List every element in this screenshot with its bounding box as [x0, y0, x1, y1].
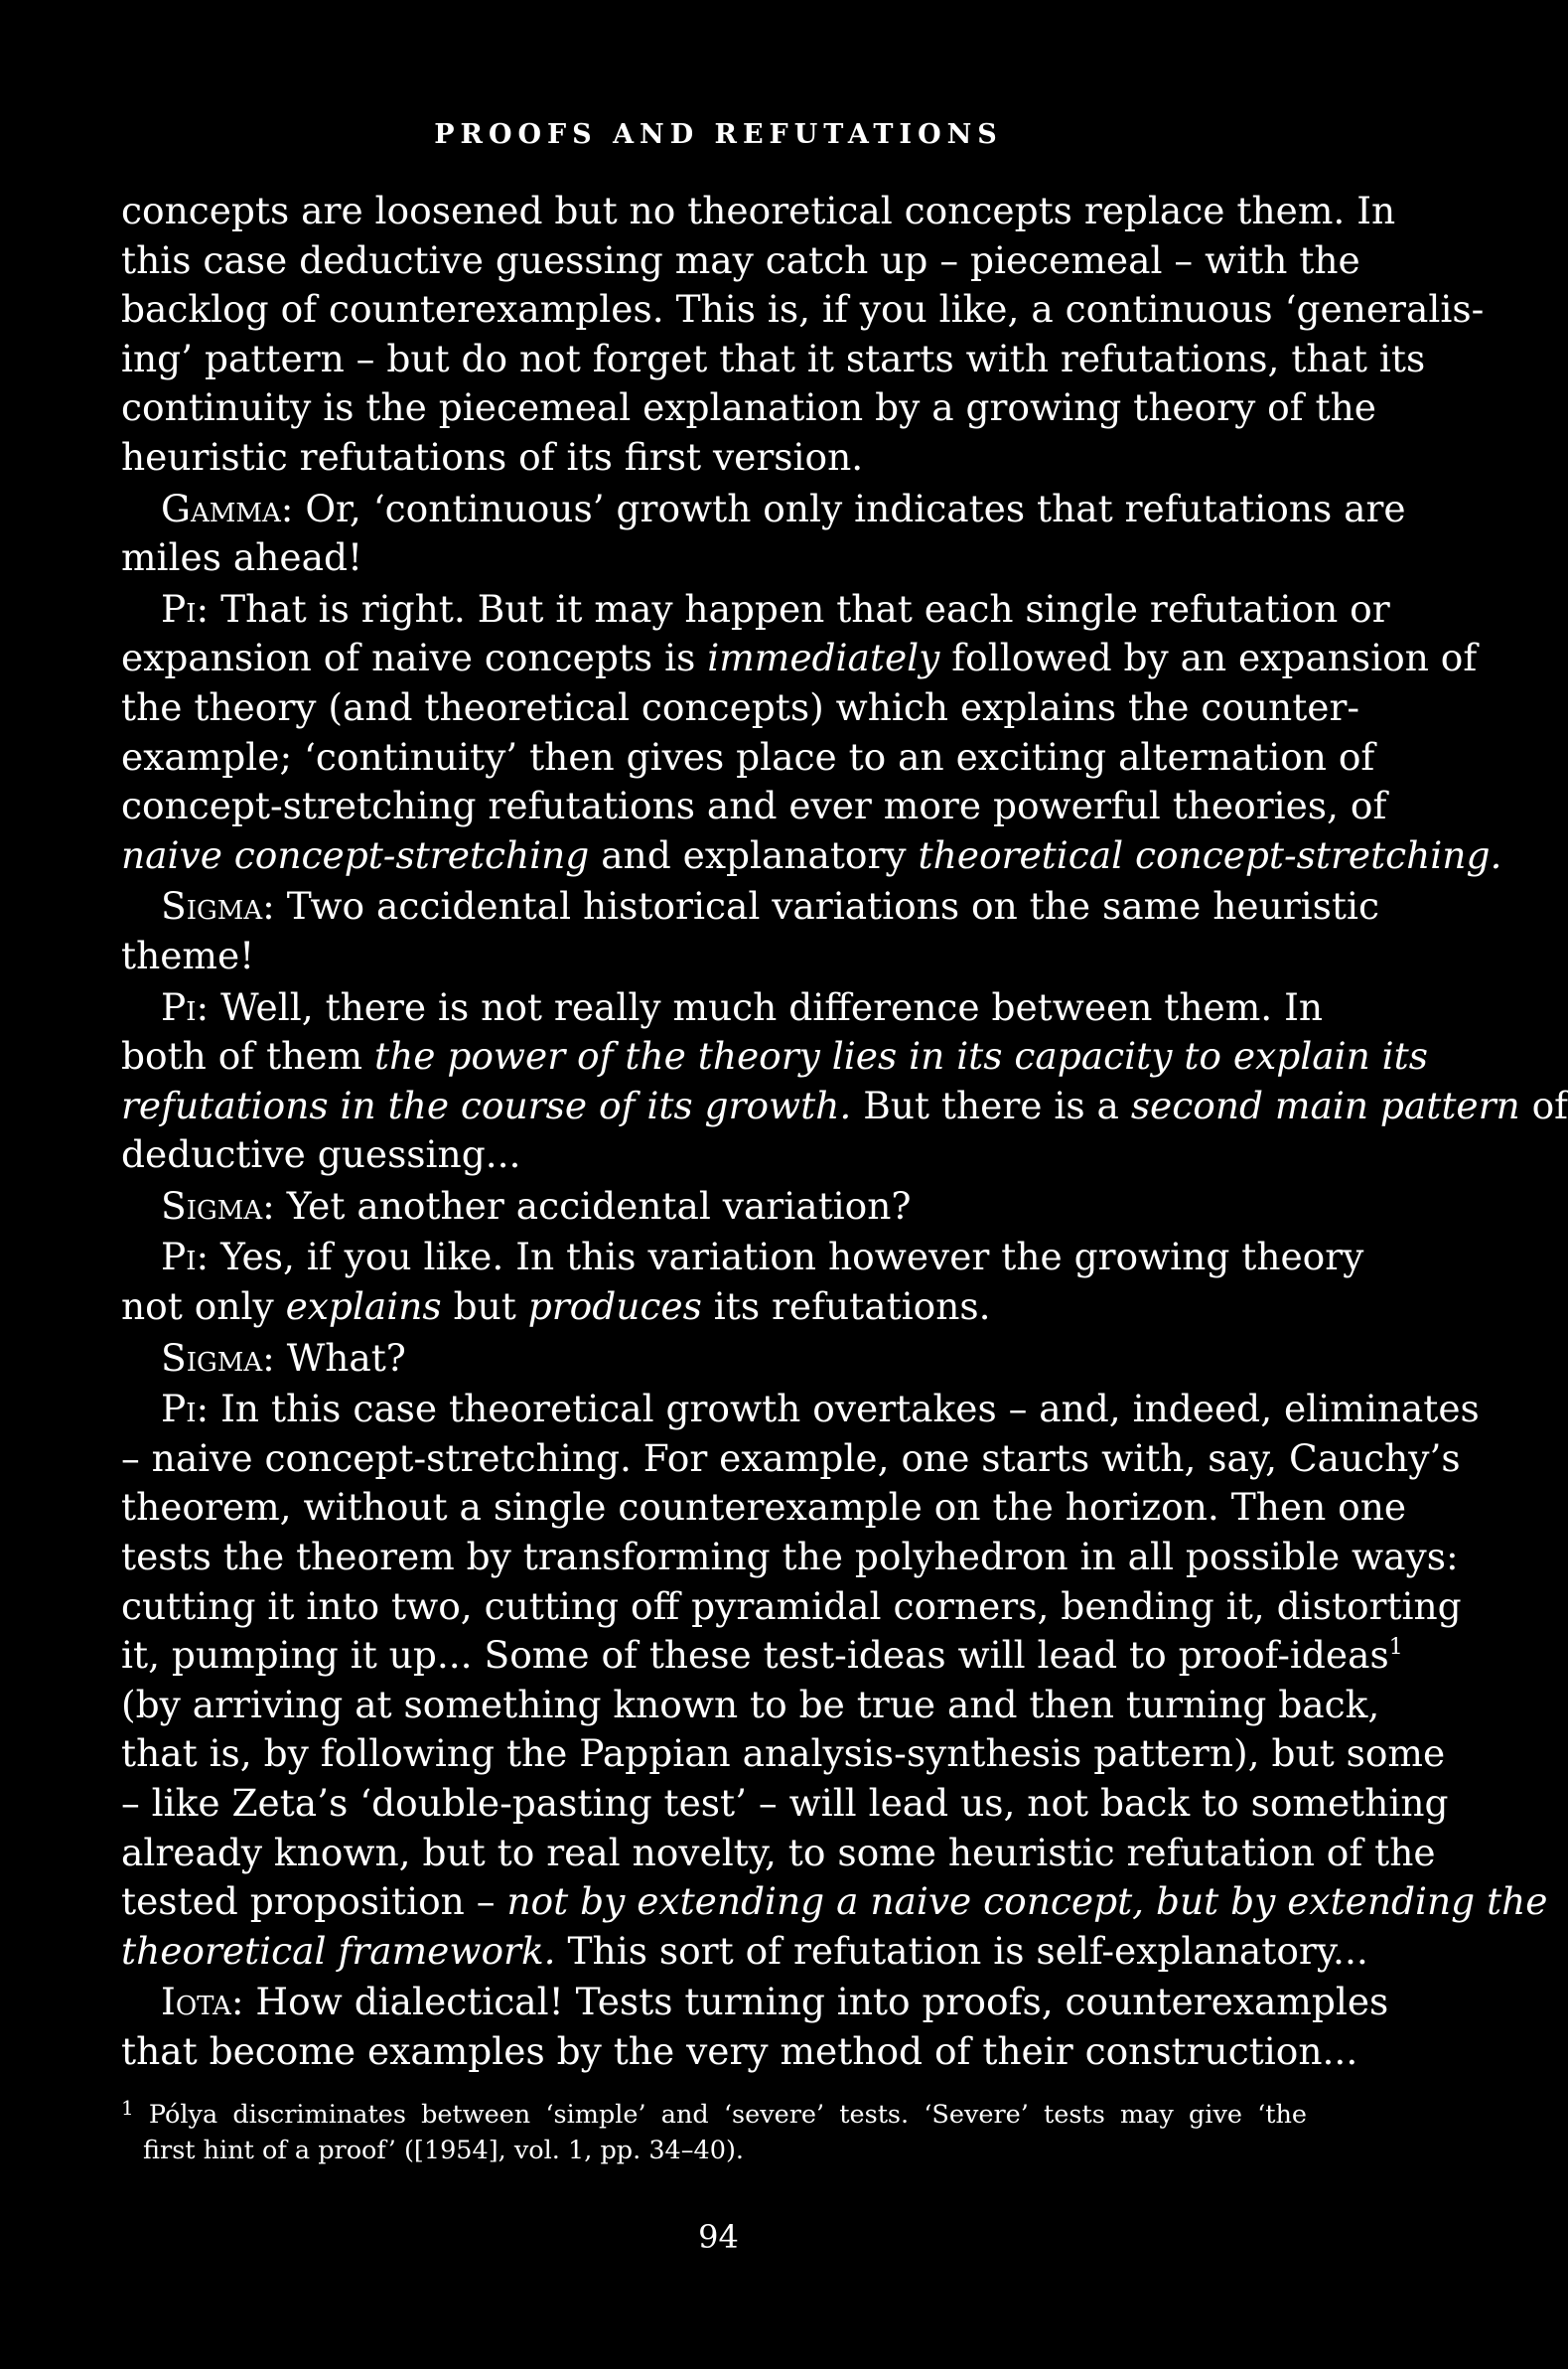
- text-line: already known, but to real novelty, to some heuristic refutation of the: [121, 1830, 1436, 1874]
- text-line: deductive guessing...: [121, 1132, 521, 1177]
- dialogue-line: [121, 882, 1379, 932]
- speaker-pi: Pi:: [161, 1387, 210, 1431]
- text-run: Yet another accidental variation?: [286, 1183, 912, 1228]
- text-run: but: [453, 1284, 516, 1329]
- text-line: [121, 831, 1502, 881]
- page-number: 94: [698, 2218, 739, 2256]
- dialogue-line: [121, 983, 1324, 1033]
- speaker-sigma: Sigma:: [161, 1183, 275, 1228]
- text-line: [121, 634, 1478, 683]
- italic-run: theoretical framework.: [121, 1928, 556, 1973]
- text-line: tests the theorem by transforming the polyhedron in all possible ways:: [121, 1535, 1459, 1579]
- text-run: and explanatory: [601, 832, 907, 877]
- text-line: [121, 1631, 1403, 1681]
- text-run: Two accidental historical variations on the same heuristic: [286, 884, 1379, 929]
- text-line: theorem, without a single counterexample on the horizon. Then one: [121, 1485, 1407, 1530]
- text-line: miles ahead!: [121, 535, 363, 580]
- text-run: of: [1531, 1083, 1568, 1127]
- text-run: What?: [286, 1335, 406, 1380]
- footnote-line: [121, 2097, 1307, 2133]
- text-line: this case deductive guessing may catch up – piecemeal – with the: [121, 237, 1360, 282]
- text-line: [121, 1032, 1428, 1082]
- text-run: not only: [121, 1284, 274, 1329]
- italic-run: not by extending a naive concept, but by extending the: [506, 1879, 1548, 1924]
- text-line: that become examples by the very method of their construction...: [121, 2028, 1358, 2073]
- italic-run: theoretical concept-stretching.: [918, 832, 1502, 877]
- footnotes: [121, 2097, 1307, 2168]
- text-run: its refutations.: [713, 1284, 991, 1329]
- text-line: [121, 1877, 1548, 1927]
- speaker-pi: Pi:: [161, 1235, 210, 1279]
- text-run: it, pumping it up... Some of these test-ideas will lead to proof-ideas: [121, 1633, 1389, 1678]
- text-line: concept-stretching refutations and ever more powerful theories, of: [121, 784, 1387, 828]
- text-run: That is right. But it may happen that each single refutation or: [220, 586, 1390, 631]
- dialogue-line: [121, 1182, 1307, 1232]
- italic-run: the power of the theory lies in its capacity to explain its: [374, 1034, 1428, 1079]
- text-line: – like Zeta’s ‘double-pasting test’ – will lead us, not back to something: [121, 1781, 1449, 1825]
- text-line: (by arriving at something known to be true and then turning back,: [121, 1682, 1380, 1726]
- speaker-gamma: Gamma:: [161, 486, 294, 530]
- text-line: that is, by following the Pappian analysis-synthesis pattern), but some: [121, 1731, 1446, 1776]
- dialogue-line: [121, 1334, 1307, 1384]
- text-run: This sort of refutation is self-explanatory...: [567, 1928, 1368, 1973]
- footnote-line: first hint of a proof’ ([1954], vol. 1, pp. 34–40).: [143, 2136, 745, 2165]
- speaker-iota: Iota:: [161, 1980, 244, 2024]
- dialogue-line: [121, 1233, 1364, 1282]
- text-line: [121, 1082, 1568, 1131]
- speaker-sigma: Sigma:: [161, 884, 275, 929]
- text-line: backlog of counterexamples. This is, if you like, a continuous ‘generalis-: [121, 287, 1485, 332]
- text-line: cutting it into two, cutting off pyramidal corners, bending it, distorting: [121, 1583, 1462, 1628]
- dialogue-line: [121, 585, 1390, 635]
- text-line: concepts are loosened but no theoretical concepts replace them. In: [121, 189, 1396, 232]
- text-run: followed by an expansion of: [951, 636, 1478, 680]
- text-line: theme!: [121, 933, 255, 977]
- italic-run: produces: [527, 1284, 702, 1329]
- page-body: [121, 187, 1568, 2077]
- text-run: both of them: [121, 1034, 363, 1079]
- text-line: ing’ pattern – but do not forget that it starts with refutations, that its: [121, 336, 1426, 380]
- dialogue-line: [121, 1385, 1480, 1434]
- italic-run: naive concept-stretching: [121, 832, 590, 877]
- text-run: In this case theoretical growth overtakes – and, indeed, eliminates: [220, 1387, 1480, 1431]
- speaker-sigma: Sigma:: [161, 1335, 275, 1380]
- footnote-text: Pólya discriminates between ‘simple’ and ‘severe’ tests. ‘Severe’ tests may give ‘the: [148, 2100, 1307, 2130]
- italic-run: second main pattern: [1130, 1083, 1520, 1127]
- text-run: Well, there is not really much difference between them. In: [220, 984, 1324, 1029]
- text-run: How dialectical! Tests turning into proofs, counterexamples: [255, 1980, 1389, 2024]
- text-run: Yes, if you like. In this variation however the growing theory: [220, 1235, 1364, 1279]
- text-line: continuity is the piecemeal explanation by a growing theory of the: [121, 385, 1376, 430]
- italic-run: immediately: [707, 636, 940, 680]
- text-run: expansion of naive concepts is: [121, 636, 696, 680]
- speaker-pi: Pi:: [161, 984, 210, 1029]
- text-run: But there is a: [863, 1083, 1119, 1127]
- italic-run: explains: [285, 1284, 442, 1329]
- speaker-pi: Pi:: [161, 586, 210, 631]
- footnote-number: 1: [121, 2096, 134, 2120]
- dialogue-line: [121, 1978, 1389, 2027]
- running-header: PROOFS AND REFUTATIONS: [434, 119, 1003, 150]
- text-line: [121, 1927, 1368, 1977]
- text-run: tested proposition –: [121, 1879, 496, 1924]
- text-line: [121, 1282, 1307, 1332]
- text-line: – naive concept-stretching. For example, one starts with, say, Cauchy’s: [121, 1435, 1461, 1480]
- dialogue-line: [121, 485, 1406, 534]
- italic-run: refutations in the course of its growth.: [121, 1083, 852, 1127]
- text-line: the theory (and theoretical concepts) which explains the counter-: [121, 684, 1360, 729]
- text-line: heuristic refutations of its first version.: [121, 434, 864, 479]
- text-run: Or, ‘continuous’ growth only indicates that refutations are: [305, 486, 1406, 530]
- text-line: example; ‘continuity’ then gives place to an exciting alternation of: [121, 734, 1375, 779]
- footnote-ref: 1: [1388, 1635, 1403, 1661]
